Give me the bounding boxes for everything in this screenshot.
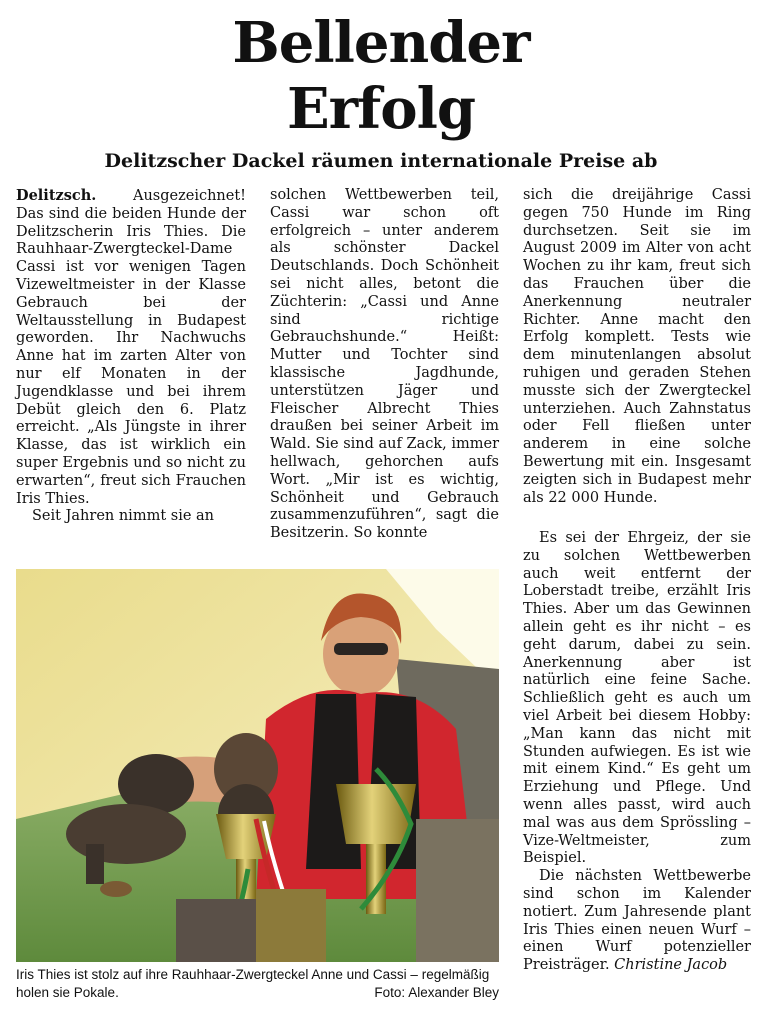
article-column-2 [270,187,499,543]
headline-line-2: Erfolg [286,76,476,142]
headline [0,10,762,142]
paragraph: sich die dreijährige Cassi gegen 750 Hunde im Ring durchsetzen. Seit sie im August 2009 im Alter von acht Wochen zu ihr kam, freut sich das Frauchen über die Anerkennung neutraler Richter. Anne macht den Erfolg komplett. Tests wie dem minutenlangen absolut ruhigen und geraden Stehen musste sich der Zwergteckel unterziehen. Auch Zahnstatus oder Fell fließen unter anderem in eine solche Bewertung mit ein. Insgesamt zeigten sich in Budapest mehr als 22 000 Hunde. [523,187,751,506]
author-name: Christine Jacob [614,957,728,974]
subheadline: Delitzscher Dackel räumen internationale Preise ab [104,150,658,172]
paragraph: solchen Wettbewerben teil, Cassi war schon oft erfolgreich – unter anderem als schönster Dackel Deutschlands. Doch Schönheit sei nicht alles, betont die Züchterin: „Cassi und Anne sind richtige Gebrauchshunde.“ Heißt: Mutter und Tochter sind klassische Jagdhunde, unterstützen Jäger und Fleischer Albrecht Thies draußen bei seiner Arbeit im Wald. Sie sind auf Zack, immer hellwach, gehorchen aufs Wort. „Mir ist es wichtig, Schönheit und Gebrauch zusammenzuführen“, sagt die Besitzerin. So konnte [270,187,499,542]
dateline: Delitzsch. [16,187,97,204]
article-photo [16,569,499,962]
paragraph: Seit Jahren nimmt sie an [32,508,215,525]
article-column-1 [16,187,246,526]
paragraph-text: Die nächsten Wettbewerbe sind schon im Kalender notiert. Zum Jahresende plant Iris Thies einen neuen Wurf – einen Wurf potenzieller Preisträger. [523,868,751,974]
paragraph-text: Ausgezeichnet! Das sind die beiden Hunde der Delitzscherin Iris Thies. Die Rauhhaar-Zwergteckel-Dame Cassi ist vor wenigen Tagen Vizeweltmeister in der Klasse Gebrauch bei der Weltausstellung in Budapest geworden. Ihr Nachwuchs Anne hat im zarten Alter von nur elf Monaten in der Jugendklasse und bei ihrem Debüt gleich den 6. Platz erreicht. „Als Jüngste in ihrer Klasse, das ist wirklich ein super Ergebnis und so nicht zu erwarten“, freut sich Frauchen Iris Thies. [16,188,246,507]
photo-credit: Foto: Alexander Bley [374,985,499,1000]
article-column-3 [523,187,751,507]
paragraph [16,187,246,508]
photo-illustration [16,569,499,962]
photo-caption [16,966,499,1002]
caption-text: Iris Thies ist stolz auf ihre Rauhhaar-Zwergteckel Anne und Cassi – regelmäßig holen sie Pokale. [16,967,490,1000]
paragraph: Es sei der Ehrgeiz, der sie zu solchen Wettbewerben auch weit entfernt der Loberstadt treibe, erzählt Iris Thies. Aber um das Gewinnen allein geht es ihr nicht – es geht darum, dabei zu sein. Anerkennung aber ist natürlich eine feine Sache. Schließlich geht es auch um viel Arbeit bei diesem Hobby: „Man kann das nicht mit Stunden aufwiegen. Es ist wie mit einem Kind.“ Es geht um Erziehung und Pflege. Und wenn alles passt, wird auch mal was aus dem Sprössling – Vize-Weltmeister, zum Beispiel. [523,530,751,867]
headline-line-1: Bellender [232,10,530,76]
article-column-3-continued [523,530,751,975]
paragraph [523,868,751,975]
